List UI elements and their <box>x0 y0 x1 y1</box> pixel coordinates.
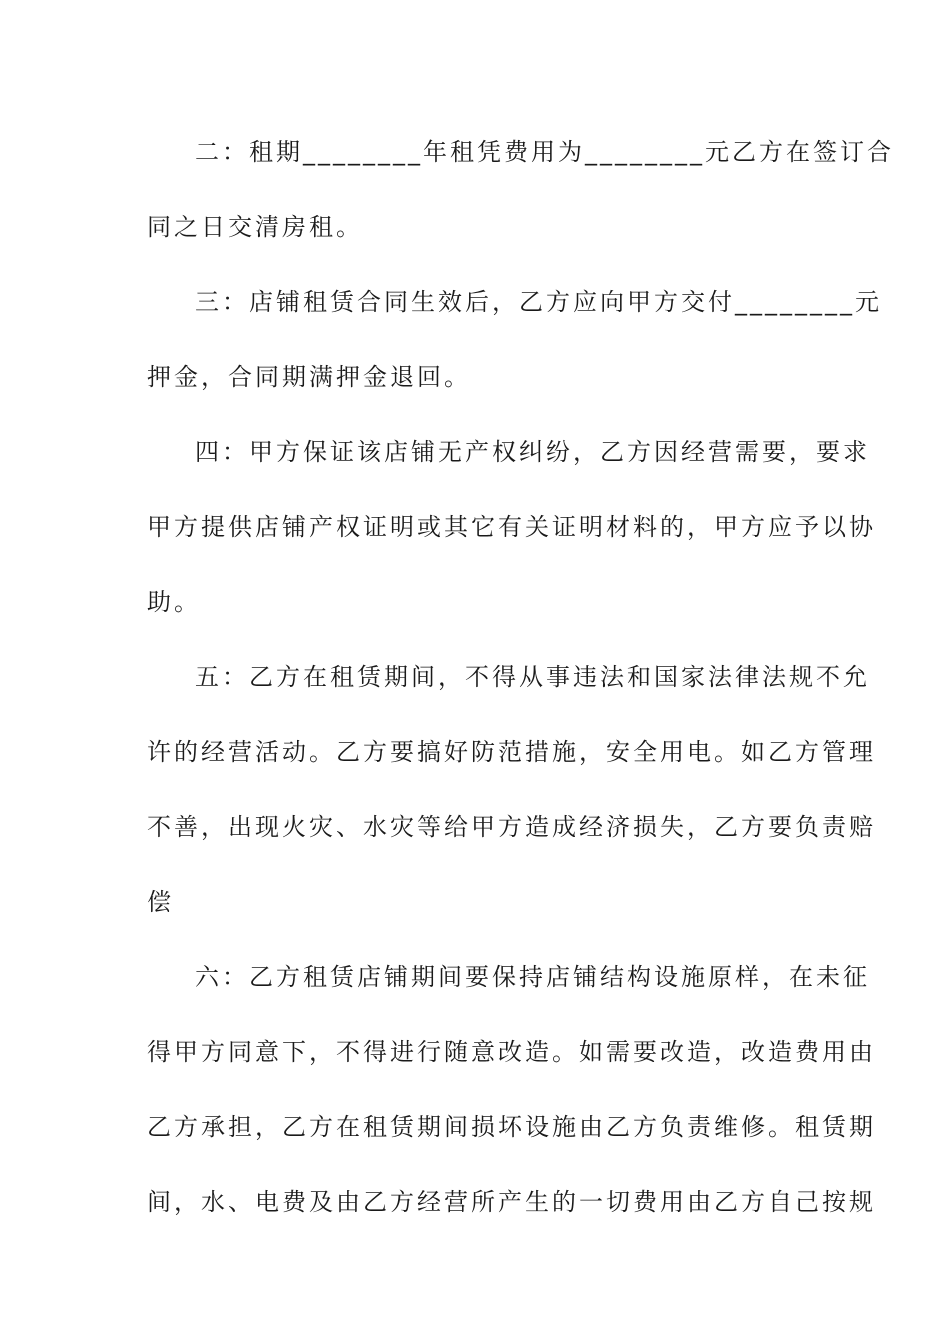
clause-6-line-1: 六：乙方租赁店铺期间要保持店铺结构设施原样，在未征 <box>195 963 870 991</box>
clause-5-line-4: 偿 <box>147 888 174 916</box>
clause-5-line-1: 五：乙方在租赁期间，不得从事违法和国家法律法规不允 <box>195 663 870 691</box>
clause-6-line-4: 间，水、电费及由乙方经营所产生的一切费用由乙方自己按规 <box>147 1188 876 1216</box>
clause-2-line-1: 二：租期________年租凭费用为________元乙方在签订合 <box>195 138 894 166</box>
clause-4-line-2: 甲方提供店铺产权证明或其它有关证明材料的，甲方应予以协 <box>147 513 876 541</box>
clause-4-line-3: 助。 <box>147 588 201 616</box>
clause-5-line-2: 许的经营活动。乙方要搞好防范措施，安全用电。如乙方管理 <box>147 738 876 766</box>
clause-3-line-1: 三：店铺租赁合同生效后，乙方应向甲方交付________元 <box>195 288 882 316</box>
clause-5-line-3: 不善，出现火灾、水灾等给甲方造成经济损失，乙方要负责赔 <box>147 813 876 841</box>
clause-4-line-1: 四：甲方保证该店铺无产权纠纷，乙方因经营需要，要求 <box>195 438 870 466</box>
clause-6-line-2: 得甲方同意下，不得进行随意改造。如需要改造，改造费用由 <box>147 1038 876 1066</box>
clause-2-line-2: 同之日交清房租。 <box>147 213 363 241</box>
clause-6-line-3: 乙方承担，乙方在租赁期间损坏设施由乙方负责维修。租赁期 <box>147 1113 876 1141</box>
clause-3-line-2: 押金，合同期满押金退回。 <box>147 363 471 391</box>
